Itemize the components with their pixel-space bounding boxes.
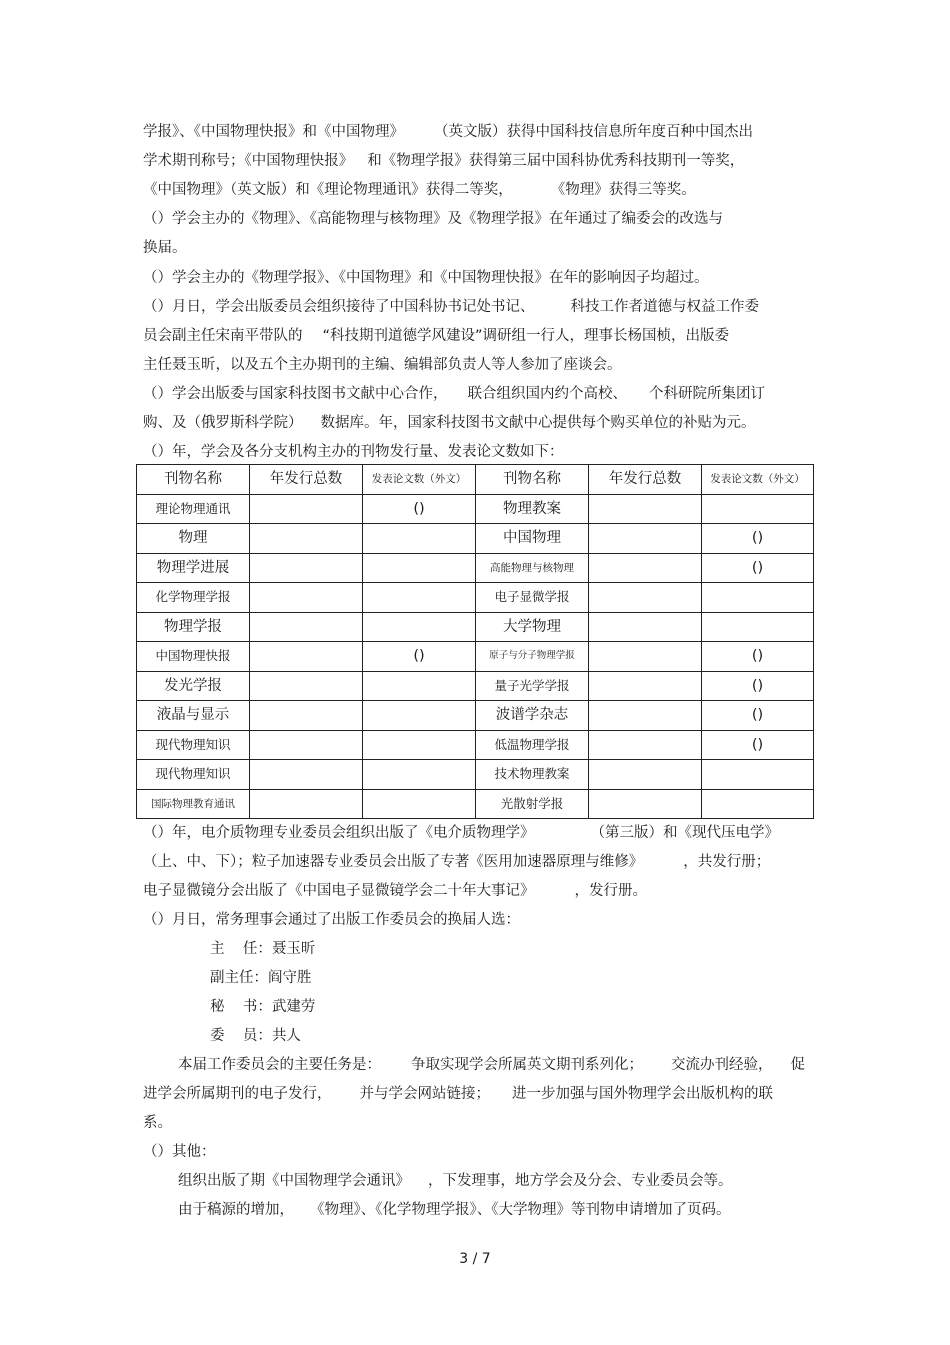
table-cell: 大学物理 bbox=[476, 612, 589, 642]
table-row bbox=[137, 494, 814, 524]
table-cell bbox=[250, 642, 363, 672]
table-cell: 物理学进展 bbox=[137, 553, 250, 583]
table-cell: 技术物理教案 bbox=[476, 760, 589, 790]
table-row bbox=[137, 671, 814, 701]
table-cell: 原子与分子物理学报 bbox=[476, 642, 589, 672]
header-cell: 年发行总数 bbox=[250, 465, 363, 495]
table-cell: () bbox=[702, 642, 814, 672]
table-cell bbox=[589, 789, 702, 819]
table-cell bbox=[589, 494, 702, 524]
table-cell: () bbox=[702, 671, 814, 701]
table-row bbox=[137, 553, 814, 583]
table-cell: 中国物理 bbox=[476, 524, 589, 554]
table-cell bbox=[363, 671, 476, 701]
table-row bbox=[137, 701, 814, 731]
header-cell: 刊物名称 bbox=[137, 465, 250, 495]
table-cell: 高能物理与核物理 bbox=[476, 553, 589, 583]
table-cell bbox=[250, 789, 363, 819]
table-cell: () bbox=[702, 524, 814, 554]
table-header-row bbox=[137, 465, 814, 495]
table-cell: 波谱学杂志 bbox=[476, 701, 589, 731]
text-line: 主任聂玉昕，以及五个主办期刊的主编、编辑部负责人等人参加了座谈会。 bbox=[143, 357, 622, 373]
table-cell bbox=[589, 583, 702, 613]
table-cell: () bbox=[363, 494, 476, 524]
text-line: 由于稿源的增加， 《物理》、《化学物理学报》、《大学物理》等刊物申请增加了页码。 bbox=[178, 1202, 731, 1218]
committee-line: 秘 书：武建劳 bbox=[210, 999, 316, 1015]
text-line: （）其他： bbox=[143, 1144, 216, 1160]
text-line: （上、中、下）；粒子加速器专业委员会出版了专著《医用加速器原理与维修》 ，共发行册； bbox=[143, 854, 771, 870]
table-cell: 物理 bbox=[137, 524, 250, 554]
table-cell bbox=[250, 583, 363, 613]
table-cell bbox=[363, 730, 476, 760]
text-line: （）月日，学会出版委员会组织接待了中国科协书记处书记、 科技工作者道德与权益工作委 bbox=[143, 299, 759, 315]
table-cell: 化学物理学报 bbox=[137, 583, 250, 613]
text-line: 本届工作委员会的主要任务是： 争取实现学会所属英文期刊系列化； 交流办刊经验， 促 bbox=[178, 1057, 805, 1073]
text-line: 购、及（俄罗斯科学院） 数据库。年，国家科技图书文献中心提供每个购买单位的补贴为元。 bbox=[143, 415, 756, 431]
table-cell: () bbox=[363, 642, 476, 672]
committee-line: 副主任：阎守胜 bbox=[210, 970, 312, 986]
table-cell bbox=[250, 494, 363, 524]
table-cell bbox=[250, 612, 363, 642]
table-cell bbox=[250, 524, 363, 554]
text-line: 换届。 bbox=[143, 240, 187, 256]
table-row bbox=[137, 642, 814, 672]
page-number: 3 / 7 bbox=[459, 1251, 491, 1267]
text-line: （）学会主办的《物理学报》、《中国物理》和《中国物理快报》在年的影响因子均超过。 bbox=[143, 270, 709, 286]
table-cell: 发光学报 bbox=[137, 671, 250, 701]
text-line: 组织出版了期《中国物理学会通讯》 ，下发理事，地方学会及分会、专业委员会等。 bbox=[178, 1173, 733, 1189]
table-cell bbox=[702, 612, 814, 642]
table-cell bbox=[702, 760, 814, 790]
table-cell bbox=[702, 789, 814, 819]
header-cell: 发表论文数（外文） bbox=[363, 465, 476, 495]
table-cell: 液晶与显示 bbox=[137, 701, 250, 731]
table-cell bbox=[589, 701, 702, 731]
text-line: （）学会出版委与国家科技图书文献中心合作， 联合组织国内约个高校、 个科研院所集团订 bbox=[143, 386, 765, 402]
table-cell: 物理教案 bbox=[476, 494, 589, 524]
table-cell bbox=[363, 583, 476, 613]
table-cell bbox=[250, 671, 363, 701]
table-cell: 光散射学报 bbox=[476, 789, 589, 819]
table-cell: 物理学报 bbox=[137, 612, 250, 642]
table-cell bbox=[250, 760, 363, 790]
table-row bbox=[137, 524, 814, 554]
committee-line: 委 员：共人 bbox=[210, 1028, 301, 1044]
table-cell bbox=[363, 701, 476, 731]
text-line: （）年，电介质物理专业委员会组织出版了《电介质物理学》 （第三版）和《现代压电学》 bbox=[143, 825, 779, 841]
table-cell: () bbox=[702, 701, 814, 731]
table-row bbox=[137, 789, 814, 819]
table-cell bbox=[363, 789, 476, 819]
table-cell: 量子光学学报 bbox=[476, 671, 589, 701]
table-cell: 理论物理通讯 bbox=[137, 494, 250, 524]
table-cell: 现代物理知识 bbox=[137, 760, 250, 790]
table-cell bbox=[589, 671, 702, 701]
header-cell: 发表论文数（外文） bbox=[702, 465, 814, 495]
table-cell: 现代物理知识 bbox=[137, 730, 250, 760]
table-cell bbox=[589, 642, 702, 672]
text-line: 学术期刊称号；《中国物理快报》 和《物理学报》获得第三届中国科协优秀科技期刊一等奖， bbox=[143, 153, 745, 169]
table-cell bbox=[589, 730, 702, 760]
table-row bbox=[137, 730, 814, 760]
text-line: （）学会主办的《物理》、《高能物理与核物理》及《物理学报》在年通过了编委会的改选与 bbox=[143, 211, 723, 227]
table-cell bbox=[363, 524, 476, 554]
publication-table bbox=[136, 464, 814, 819]
table-cell: () bbox=[702, 730, 814, 760]
table-cell: () bbox=[702, 553, 814, 583]
table-row bbox=[137, 760, 814, 790]
table-cell bbox=[702, 494, 814, 524]
table-row bbox=[137, 583, 814, 613]
text-line: （）月日，常务理事会通过了出版工作委员会的换届人选： bbox=[143, 912, 520, 928]
table-cell bbox=[250, 701, 363, 731]
table-cell: 低温物理学报 bbox=[476, 730, 589, 760]
table-cell bbox=[250, 553, 363, 583]
table-cell: 电子显微学报 bbox=[476, 583, 589, 613]
table-cell bbox=[589, 760, 702, 790]
table-row bbox=[137, 612, 814, 642]
table-cell bbox=[589, 612, 702, 642]
table-cell: 国际物理教育通讯 bbox=[137, 789, 250, 819]
table-cell bbox=[589, 553, 702, 583]
committee-line: 主 任：聂玉昕 bbox=[210, 941, 316, 957]
table-cell bbox=[702, 583, 814, 613]
text-line: 电子显微镜分会出版了《中国电子显微镜学会二十年大事记》 ，发行册。 bbox=[143, 883, 647, 899]
table-cell bbox=[363, 612, 476, 642]
table-cell bbox=[363, 553, 476, 583]
table-cell bbox=[250, 730, 363, 760]
text-line: （）年，学会及各分支机构主办的刊物发行量、发表论文数如下： bbox=[143, 444, 564, 460]
header-cell: 刊物名称 bbox=[476, 465, 589, 495]
text-line: 进学会所属期刊的电子发行， 并与学会网站链接； 进一步加强与国外物理学会出版机构的联 bbox=[143, 1086, 773, 1102]
text-line: 《中国物理》（英文版）和《理论物理通讯》获得二等奖， 《物理》获得三等奖。 bbox=[143, 182, 696, 198]
table-cell bbox=[589, 524, 702, 554]
text-line: 学报》、《中国物理快报》和《中国物理》 （英文版）获得中国科技信息所年度百种中国杰出 bbox=[143, 124, 753, 140]
table-cell: 中国物理快报 bbox=[137, 642, 250, 672]
text-line: 系。 bbox=[143, 1115, 172, 1131]
text-line: 员会副主任宋南平带队的 “科技期刊道德学风建设”调研组一行人，理事长杨国桢，出版委 bbox=[143, 328, 730, 344]
table-cell bbox=[363, 760, 476, 790]
header-cell: 年发行总数 bbox=[589, 465, 702, 495]
